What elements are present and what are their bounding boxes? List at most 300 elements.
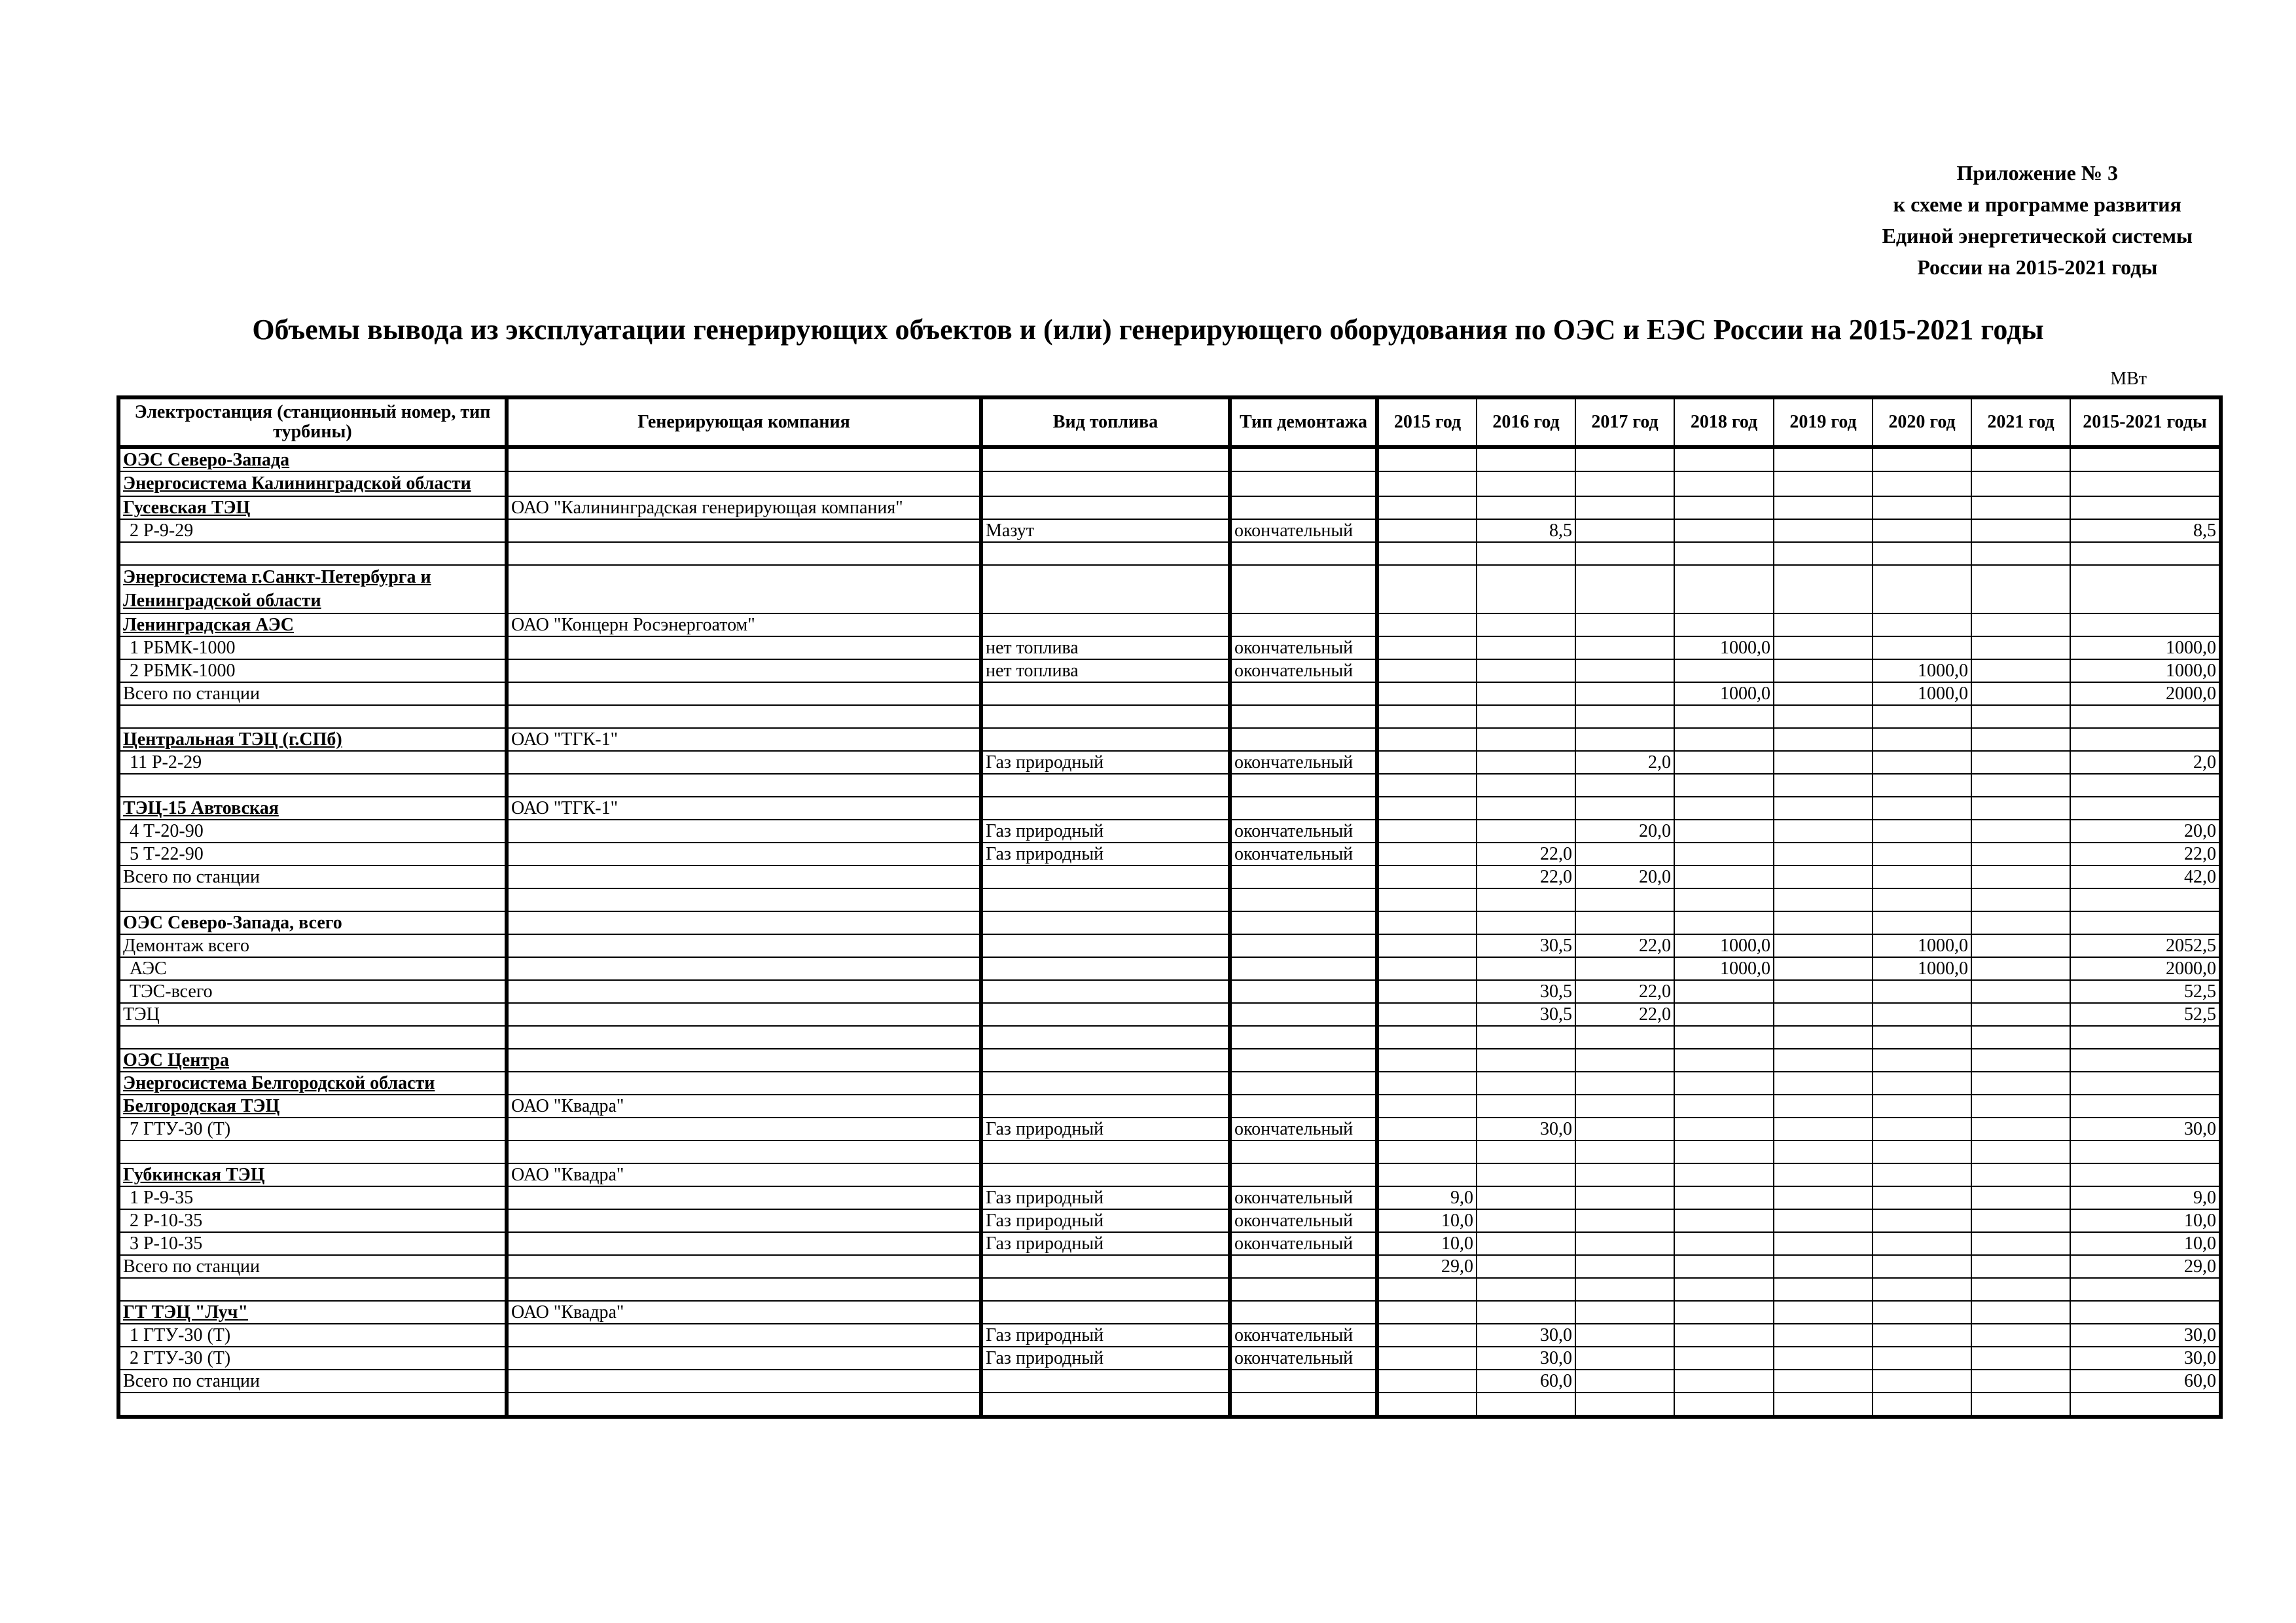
dismantle-type-cell: окончательный [1230, 519, 1377, 542]
company-cell: ОАО "Квадра" [507, 1095, 981, 1118]
year-2020-cell [1873, 1095, 1971, 1118]
dismantle-type-cell [1230, 1095, 1377, 1118]
year-2015-cell [1377, 636, 1477, 659]
year-2021-cell [1971, 1072, 2070, 1095]
total-cell [2070, 1026, 2221, 1049]
fuel-cell: Газ природный [981, 820, 1230, 843]
header-cell: 2017 год [1575, 397, 1674, 447]
year-2017-cell [1575, 1301, 1674, 1324]
dismantle-type-cell [1230, 471, 1377, 496]
year-2018-cell [1674, 1003, 1774, 1026]
year-2018-cell: 1000,0 [1674, 934, 1774, 957]
year-2021-cell [1971, 1324, 2070, 1347]
year-2015-cell: 29,0 [1377, 1255, 1477, 1278]
year-2019-cell [1774, 1072, 1873, 1095]
dismantle-type-cell [1230, 774, 1377, 797]
total-cell: 2052,5 [2070, 934, 2221, 957]
year-2020-cell [1873, 911, 1971, 934]
station-cell: 5 Т-22-90 [118, 843, 507, 866]
dismantle-type-cell [1230, 1140, 1377, 1163]
company-cell [507, 1255, 981, 1278]
total-cell [2070, 911, 2221, 934]
year-2017-cell [1575, 1232, 1674, 1255]
dismantle-type-cell [1230, 496, 1377, 519]
total-cell [2070, 542, 2221, 565]
year-2016-cell [1477, 1095, 1575, 1118]
year-2021-cell [1971, 1393, 2070, 1417]
dismantle-type-cell: окончательный [1230, 1347, 1377, 1370]
fuel-cell [981, 728, 1230, 751]
total-cell: 2000,0 [2070, 682, 2221, 705]
total-cell [2070, 1393, 2221, 1417]
year-2019-cell [1774, 1140, 1873, 1163]
table-row [118, 1003, 2221, 1026]
fuel-cell: Газ природный [981, 1324, 1230, 1347]
year-2015-cell [1377, 682, 1477, 705]
table-row [118, 866, 2221, 888]
year-2017-cell [1575, 565, 1674, 613]
year-2019-cell [1774, 888, 1873, 911]
station-cell: 3 Р-10-35 [118, 1232, 507, 1255]
year-2017-cell [1575, 1324, 1674, 1347]
year-2019-cell [1774, 980, 1873, 1003]
year-2015-cell [1377, 911, 1477, 934]
year-2021-cell [1971, 888, 2070, 911]
year-2016-cell [1477, 542, 1575, 565]
year-2017-cell [1575, 613, 1674, 636]
fuel-cell [981, 1140, 1230, 1163]
total-cell: 42,0 [2070, 866, 2221, 888]
total-cell [2070, 797, 2221, 820]
table-row [118, 471, 2221, 496]
table-row [118, 659, 2221, 682]
year-2018-cell [1674, 866, 1774, 888]
year-2015-cell [1377, 1163, 1477, 1186]
year-2021-cell [1971, 659, 2070, 682]
station-cell: ОЭС Северо-Запада [118, 447, 507, 471]
year-2020-cell [1873, 980, 1971, 1003]
station-cell [118, 542, 507, 565]
year-2020-cell [1873, 496, 1971, 519]
table-row [118, 911, 2221, 934]
table-row [118, 888, 2221, 911]
fuel-cell [981, 1003, 1230, 1026]
year-2018-cell [1674, 1209, 1774, 1232]
appendix-block [1882, 157, 2193, 283]
year-2021-cell [1971, 1049, 2070, 1072]
year-2016-cell: 60,0 [1477, 1370, 1575, 1393]
year-2017-cell [1575, 957, 1674, 980]
fuel-cell: нет топлива [981, 636, 1230, 659]
year-2016-cell [1477, 1140, 1575, 1163]
year-2021-cell [1971, 1301, 2070, 1324]
header-cell: 2015-2021 годы [2070, 397, 2221, 447]
year-2019-cell [1774, 447, 1873, 471]
year-2017-cell [1575, 519, 1674, 542]
dismantle-type-cell [1230, 613, 1377, 636]
year-2018-cell [1674, 751, 1774, 774]
decommissioning-table [117, 395, 2223, 1419]
fuel-cell [981, 1255, 1230, 1278]
year-2017-cell: 20,0 [1575, 866, 1674, 888]
year-2015-cell [1377, 1118, 1477, 1140]
year-2020-cell [1873, 1370, 1971, 1393]
year-2015-cell [1377, 1049, 1477, 1072]
year-2017-cell [1575, 774, 1674, 797]
year-2020-cell [1873, 1278, 1971, 1301]
year-2016-cell [1477, 447, 1575, 471]
year-2019-cell [1774, 751, 1873, 774]
table-row [118, 820, 2221, 843]
fuel-cell [981, 496, 1230, 519]
table-row [118, 565, 2221, 613]
year-2020-cell [1873, 843, 1971, 866]
company-cell [507, 980, 981, 1003]
year-2020-cell [1873, 1301, 1971, 1324]
company-cell: ОАО "Концерн Росэнергоатом" [507, 613, 981, 636]
company-cell [507, 1347, 981, 1370]
year-2021-cell [1971, 1232, 2070, 1255]
station-cell: ГТ ТЭЦ "Луч" [118, 1301, 507, 1324]
year-2017-cell [1575, 1049, 1674, 1072]
dismantle-type-cell: окончательный [1230, 843, 1377, 866]
year-2018-cell [1674, 797, 1774, 820]
year-2017-cell [1575, 1278, 1674, 1301]
table-row [118, 934, 2221, 957]
header-cell: 2020 год [1873, 397, 1971, 447]
year-2016-cell [1477, 705, 1575, 728]
dismantle-type-cell [1230, 1003, 1377, 1026]
company-cell [507, 659, 981, 682]
station-cell: 1 РБМК-1000 [118, 636, 507, 659]
year-2019-cell [1774, 797, 1873, 820]
year-2019-cell [1774, 911, 1873, 934]
year-2021-cell [1971, 542, 2070, 565]
year-2021-cell [1971, 1255, 2070, 1278]
year-2019-cell [1774, 1301, 1873, 1324]
year-2015-cell [1377, 934, 1477, 957]
station-cell: Всего по станции [118, 1370, 507, 1393]
year-2021-cell [1971, 1186, 2070, 1209]
year-2017-cell [1575, 888, 1674, 911]
year-2021-cell [1971, 1026, 2070, 1049]
year-2019-cell [1774, 934, 1873, 957]
dismantle-type-cell [1230, 797, 1377, 820]
year-2015-cell [1377, 774, 1477, 797]
year-2020-cell [1873, 1163, 1971, 1186]
year-2016-cell [1477, 496, 1575, 519]
year-2019-cell [1774, 519, 1873, 542]
year-2015-cell: 10,0 [1377, 1209, 1477, 1232]
year-2021-cell [1971, 774, 2070, 797]
table-row [118, 613, 2221, 636]
appendix-line: Единой энергетической системы [1882, 224, 2193, 247]
year-2018-cell [1674, 1278, 1774, 1301]
header-cell: 2018 год [1674, 397, 1774, 447]
station-cell: Энергосистема Калининградской области [118, 471, 507, 496]
year-2016-cell [1477, 1232, 1575, 1255]
year-2016-cell [1477, 797, 1575, 820]
year-2021-cell [1971, 911, 2070, 934]
year-2018-cell [1674, 1370, 1774, 1393]
year-2017-cell: 22,0 [1575, 1003, 1674, 1026]
table-row [118, 1049, 2221, 1072]
year-2017-cell [1575, 1370, 1674, 1393]
company-cell [507, 866, 981, 888]
year-2020-cell [1873, 613, 1971, 636]
unit-label: МВт [2110, 369, 2147, 389]
table-row [118, 636, 2221, 659]
year-2019-cell [1774, 843, 1873, 866]
year-2015-cell [1377, 728, 1477, 751]
year-2018-cell [1674, 471, 1774, 496]
year-2019-cell [1774, 1049, 1873, 1072]
company-cell [507, 843, 981, 866]
table-row [118, 774, 2221, 797]
dismantle-type-cell [1230, 1026, 1377, 1049]
company-cell [507, 774, 981, 797]
year-2017-cell [1575, 1026, 1674, 1049]
dismantle-type-cell [1230, 1301, 1377, 1324]
company-cell: ОАО "Квадра" [507, 1301, 981, 1324]
year-2020-cell [1873, 774, 1971, 797]
fuel-cell [981, 1072, 1230, 1095]
table-row [118, 751, 2221, 774]
company-cell [507, 471, 981, 496]
year-2019-cell [1774, 471, 1873, 496]
year-2020-cell [1873, 1118, 1971, 1140]
year-2015-cell [1377, 1003, 1477, 1026]
table-row [118, 496, 2221, 519]
year-2016-cell [1477, 1186, 1575, 1209]
company-cell [507, 934, 981, 957]
year-2017-cell: 22,0 [1575, 934, 1674, 957]
year-2021-cell [1971, 1095, 2070, 1118]
year-2017-cell [1575, 1393, 1674, 1417]
total-cell [2070, 1072, 2221, 1095]
year-2015-cell: 10,0 [1377, 1232, 1477, 1255]
fuel-cell: Мазут [981, 519, 1230, 542]
year-2019-cell [1774, 1003, 1873, 1026]
company-cell: ОАО "Квадра" [507, 1163, 981, 1186]
year-2021-cell [1971, 447, 2070, 471]
total-cell: 9,0 [2070, 1186, 2221, 1209]
year-2021-cell [1971, 820, 2070, 843]
fuel-cell: Газ природный [981, 1347, 1230, 1370]
total-cell: 52,5 [2070, 1003, 2221, 1026]
fuel-cell [981, 1301, 1230, 1324]
company-cell [507, 820, 981, 843]
year-2021-cell [1971, 980, 2070, 1003]
year-2020-cell [1873, 1347, 1971, 1370]
year-2018-cell [1674, 1347, 1774, 1370]
year-2019-cell [1774, 1324, 1873, 1347]
year-2021-cell [1971, 705, 2070, 728]
dismantle-type-cell [1230, 728, 1377, 751]
company-cell [507, 1003, 981, 1026]
year-2015-cell [1377, 980, 1477, 1003]
dismantle-type-cell: окончательный [1230, 1232, 1377, 1255]
fuel-cell [981, 705, 1230, 728]
year-2015-cell [1377, 705, 1477, 728]
fuel-cell [981, 797, 1230, 820]
total-cell: 60,0 [2070, 1370, 2221, 1393]
station-cell: Гусевская ТЭЦ [118, 496, 507, 519]
year-2019-cell [1774, 636, 1873, 659]
year-2018-cell [1674, 1095, 1774, 1118]
fuel-cell [981, 980, 1230, 1003]
station-cell: Энергосистема Белгородской области [118, 1072, 507, 1095]
year-2015-cell [1377, 1026, 1477, 1049]
year-2021-cell [1971, 565, 2070, 613]
dismantle-type-cell [1230, 1163, 1377, 1186]
year-2016-cell: 30,5 [1477, 934, 1575, 957]
year-2018-cell [1674, 565, 1774, 613]
fuel-cell [981, 682, 1230, 705]
year-2015-cell [1377, 843, 1477, 866]
dismantle-type-cell: окончательный [1230, 751, 1377, 774]
header-cell: 2016 год [1477, 397, 1575, 447]
year-2019-cell [1774, 866, 1873, 888]
year-2020-cell [1873, 1140, 1971, 1163]
total-cell: 2000,0 [2070, 957, 2221, 980]
total-cell [2070, 1301, 2221, 1324]
year-2016-cell [1477, 1278, 1575, 1301]
station-cell [118, 888, 507, 911]
year-2021-cell [1971, 519, 2070, 542]
company-cell [507, 888, 981, 911]
station-cell [118, 1278, 507, 1301]
year-2019-cell [1774, 1026, 1873, 1049]
table-row [118, 1255, 2221, 1278]
year-2021-cell [1971, 1209, 2070, 1232]
year-2021-cell [1971, 1163, 2070, 1186]
year-2016-cell [1477, 911, 1575, 934]
dismantle-type-cell: окончательный [1230, 820, 1377, 843]
year-2020-cell [1873, 751, 1971, 774]
year-2021-cell [1971, 797, 2070, 820]
table-row [118, 1232, 2221, 1255]
year-2015-cell [1377, 471, 1477, 496]
year-2016-cell [1477, 751, 1575, 774]
total-cell: 29,0 [2070, 1255, 2221, 1278]
company-cell [507, 705, 981, 728]
station-cell [118, 1393, 507, 1417]
year-2017-cell [1575, 682, 1674, 705]
table-row [118, 1118, 2221, 1140]
header-cell: Вид топлива [981, 397, 1230, 447]
fuel-cell [981, 957, 1230, 980]
year-2016-cell [1477, 957, 1575, 980]
company-cell [507, 1209, 981, 1232]
total-cell [2070, 565, 2221, 613]
table-row [118, 957, 2221, 980]
year-2016-cell: 22,0 [1477, 843, 1575, 866]
year-2018-cell [1674, 613, 1774, 636]
table-row [118, 797, 2221, 820]
header-cell: 2021 год [1971, 397, 2070, 447]
fuel-cell: Газ природный [981, 751, 1230, 774]
total-cell: 30,0 [2070, 1118, 2221, 1140]
total-cell [2070, 1095, 2221, 1118]
year-2018-cell [1674, 519, 1774, 542]
year-2017-cell [1575, 1072, 1674, 1095]
table-body [118, 447, 2221, 1417]
company-cell [507, 682, 981, 705]
year-2019-cell [1774, 1347, 1873, 1370]
company-cell [507, 1232, 981, 1255]
year-2021-cell [1971, 751, 2070, 774]
year-2019-cell [1774, 1118, 1873, 1140]
fuel-cell [981, 1163, 1230, 1186]
year-2019-cell [1774, 1255, 1873, 1278]
year-2016-cell [1477, 1393, 1575, 1417]
total-cell: 1000,0 [2070, 636, 2221, 659]
station-cell: Всего по станции [118, 1255, 507, 1278]
company-cell [507, 911, 981, 934]
year-2015-cell [1377, 888, 1477, 911]
station-cell: ТЭЦ-15 Автовская [118, 797, 507, 820]
total-cell [2070, 728, 2221, 751]
document-title: Объемы вывода из эксплуатации генерирующих объектов и (или) генерирующего оборудования по ОЭС и ЕЭС России на 2015-2021 годы [252, 314, 2044, 346]
year-2020-cell [1873, 888, 1971, 911]
station-cell: АЭС [118, 957, 507, 980]
year-2016-cell [1477, 659, 1575, 682]
station-cell [118, 1140, 507, 1163]
station-cell: ОЭС Северо-Запада, всего [118, 911, 507, 934]
table-row [118, 980, 2221, 1003]
station-cell: 2 РБМК-1000 [118, 659, 507, 682]
year-2015-cell [1377, 1301, 1477, 1324]
year-2021-cell [1971, 1347, 2070, 1370]
year-2016-cell: 30,0 [1477, 1118, 1575, 1140]
year-2017-cell: 20,0 [1575, 820, 1674, 843]
year-2016-cell [1477, 565, 1575, 613]
dismantle-type-cell [1230, 682, 1377, 705]
year-2020-cell [1873, 1003, 1971, 1026]
year-2018-cell [1674, 705, 1774, 728]
company-cell [507, 447, 981, 471]
year-2015-cell [1377, 866, 1477, 888]
table-row [118, 1186, 2221, 1209]
year-2020-cell [1873, 565, 1971, 613]
dismantle-type-cell [1230, 447, 1377, 471]
year-2020-cell [1873, 728, 1971, 751]
station-cell: Демонтаж всего [118, 934, 507, 957]
year-2016-cell: 30,0 [1477, 1347, 1575, 1370]
table-row [118, 447, 2221, 471]
station-cell: ОЭС Центра [118, 1049, 507, 1072]
year-2017-cell [1575, 1163, 1674, 1186]
total-cell [2070, 774, 2221, 797]
year-2016-cell [1477, 613, 1575, 636]
year-2018-cell [1674, 1232, 1774, 1255]
dismantle-type-cell [1230, 934, 1377, 957]
year-2017-cell [1575, 1095, 1674, 1118]
header-cell: Тип демонтажа [1230, 397, 1377, 447]
table-row [118, 1347, 2221, 1370]
table-row [118, 542, 2221, 565]
year-2019-cell [1774, 1278, 1873, 1301]
appendix-line: Приложение № 3 [1956, 161, 2119, 185]
dismantle-type-cell [1230, 957, 1377, 980]
year-2018-cell: 1000,0 [1674, 957, 1774, 980]
total-cell [2070, 1049, 2221, 1072]
company-cell [507, 1140, 981, 1163]
table-row [118, 705, 2221, 728]
year-2017-cell [1575, 1118, 1674, 1140]
year-2019-cell [1774, 682, 1873, 705]
